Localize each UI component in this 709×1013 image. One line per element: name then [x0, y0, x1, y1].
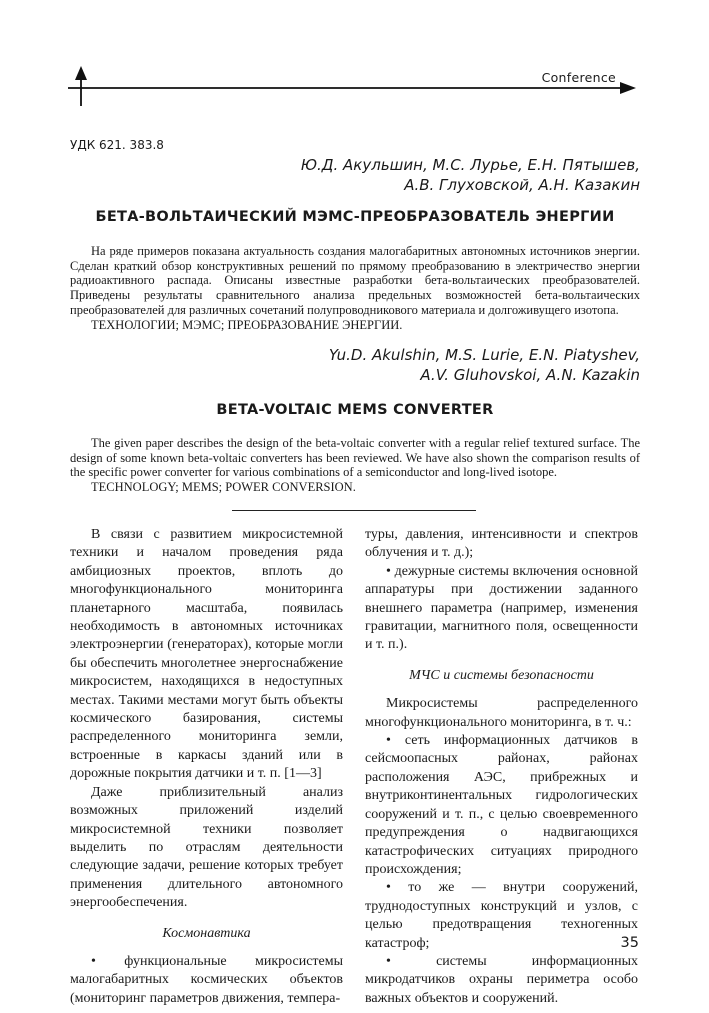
title-ru: БЕТА-ВОЛЬТАИЧЕСКИЙ МЭМС-ПРЕОБРАЗОВАТЕЛЬ ЭНЕРГИИ — [95, 209, 615, 225]
body-paragraph: • функциональные микросистемы малогабаритных космических объектов (мониторинг параметров движения, темпера- — [70, 953, 343, 1006]
body-paragraph: • сеть информационных датчиков в сейсмоопасных районах, районах расположения АЭС, прибрежных и внутриконтинентальных гидрологических сооружений и т. п., с целью своевременного предупреждения о надвигающихся катастрофических ситуациях природного происхождения; — [365, 733, 638, 877]
body-paragraph: • системы информационных микродатчиков охраны периметра особо важных объектов и сооружений. — [365, 953, 638, 1006]
section-divider — [232, 510, 476, 511]
authors-ru-line2: А.В. Глуховской, А.Н. Казакин — [404, 176, 640, 194]
body-paragraph: • то же — внутри сооружений, труднодоступных конструкций и узлов, с целью предотвращения техногенных катастроф; — [365, 880, 638, 951]
body-column-left — [70, 526, 343, 1008]
page-number: 35 — [620, 935, 639, 951]
title-en: BETA-VOLTAIC MEMS CONVERTER — [216, 402, 494, 418]
udk-code: УДК 621. 383.8 — [70, 138, 164, 152]
authors-en-line1: Yu.D. Akulshin, M.S. Lurie, E.N. Piatyshev, — [328, 346, 640, 364]
body-paragraph: Микросистемы распределенного многофункционального мониторинга, в т. ч.: — [365, 696, 638, 730]
authors-ru-line1: Ю.Д. Акульшин, М.С. Лурье, Е.Н. Пятышев, — [300, 156, 640, 174]
body-paragraph: туры, давления, интенсивности и спектров облучения и т. д.); — [365, 527, 638, 561]
authors-ru — [301, 155, 640, 195]
header-label: Conference — [541, 70, 616, 85]
body-paragraph: В связи с развитием микросистемной техники и началом проведения ряда амбициозных проектов, вплоть до многофункционального мониторинга планетарного масштаба, появилась необходимость в автономных источниках электроэнергии (генераторах), которые могли бы обеспечить многолетнее энергоснабжение микросистем, находящихся в недоступных местах. Такими местами могут быть объекты космического базирования, системы распределенного мониторинга земли, встроенные в каркасы зданий или в дорожные покрытия датчики и т. п. [1—3] — [70, 527, 343, 782]
body-column-right — [365, 526, 638, 1008]
authors-en-line2: A.V. Gluhovskoi, A.N. Kazakin — [420, 366, 640, 384]
keywords-en: TECHNOLOGY; MEMS; POWER CONVERSION. — [91, 480, 356, 495]
abstract-ru — [70, 244, 640, 332]
keywords-ru: ТЕХНОЛОГИИ; МЭМС; ПРЕОБРАЗОВАНИЕ ЭНЕРГИИ. — [91, 317, 403, 332]
body-paragraph: • дежурные системы включения основной аппаратуры при достижении заданного внешнего параметра (например, изменения гравитации, магнитного поля, освещенности и т. п.). — [365, 563, 638, 653]
abstract-ru-text: На ряде примеров показана актуальность создания малогабаритных автономных источников энергии. Сделан краткий обзор конструктивных решений по прямому преобразованию в электричество энергии радиоактивного распада. Описаны известные разработки бета-вольтаических преобразователей. Приведены результаты сравнительного анализа предельных возможностей бета-вольтаических преобразователей для различных сочетаний полупроводникового материала и долгоживущего изотопа. — [70, 244, 640, 317]
abstract-en — [70, 436, 640, 495]
body-paragraph: Даже приблизительный анализ возможных приложений изделий микросистемной техники позволяет выделить по отраслям деятельности следующие задачи, решение которых требует применения длительного автономного энергообеспечения. — [70, 784, 343, 911]
authors-en — [329, 345, 640, 385]
subheading-emergency: МЧС и системы безопасности — [409, 667, 594, 683]
subheading-cosmonautics: Космонавтика — [162, 925, 251, 941]
abstract-en-text: The given paper describes the design of the beta-voltaic converter with a regular relief textured surface. The design of some known beta-voltaic converters has been reviewed. We have also shown the comparison results of the specific power converter for various combinations of a semiconductor and long-lived isotope. — [70, 436, 640, 480]
